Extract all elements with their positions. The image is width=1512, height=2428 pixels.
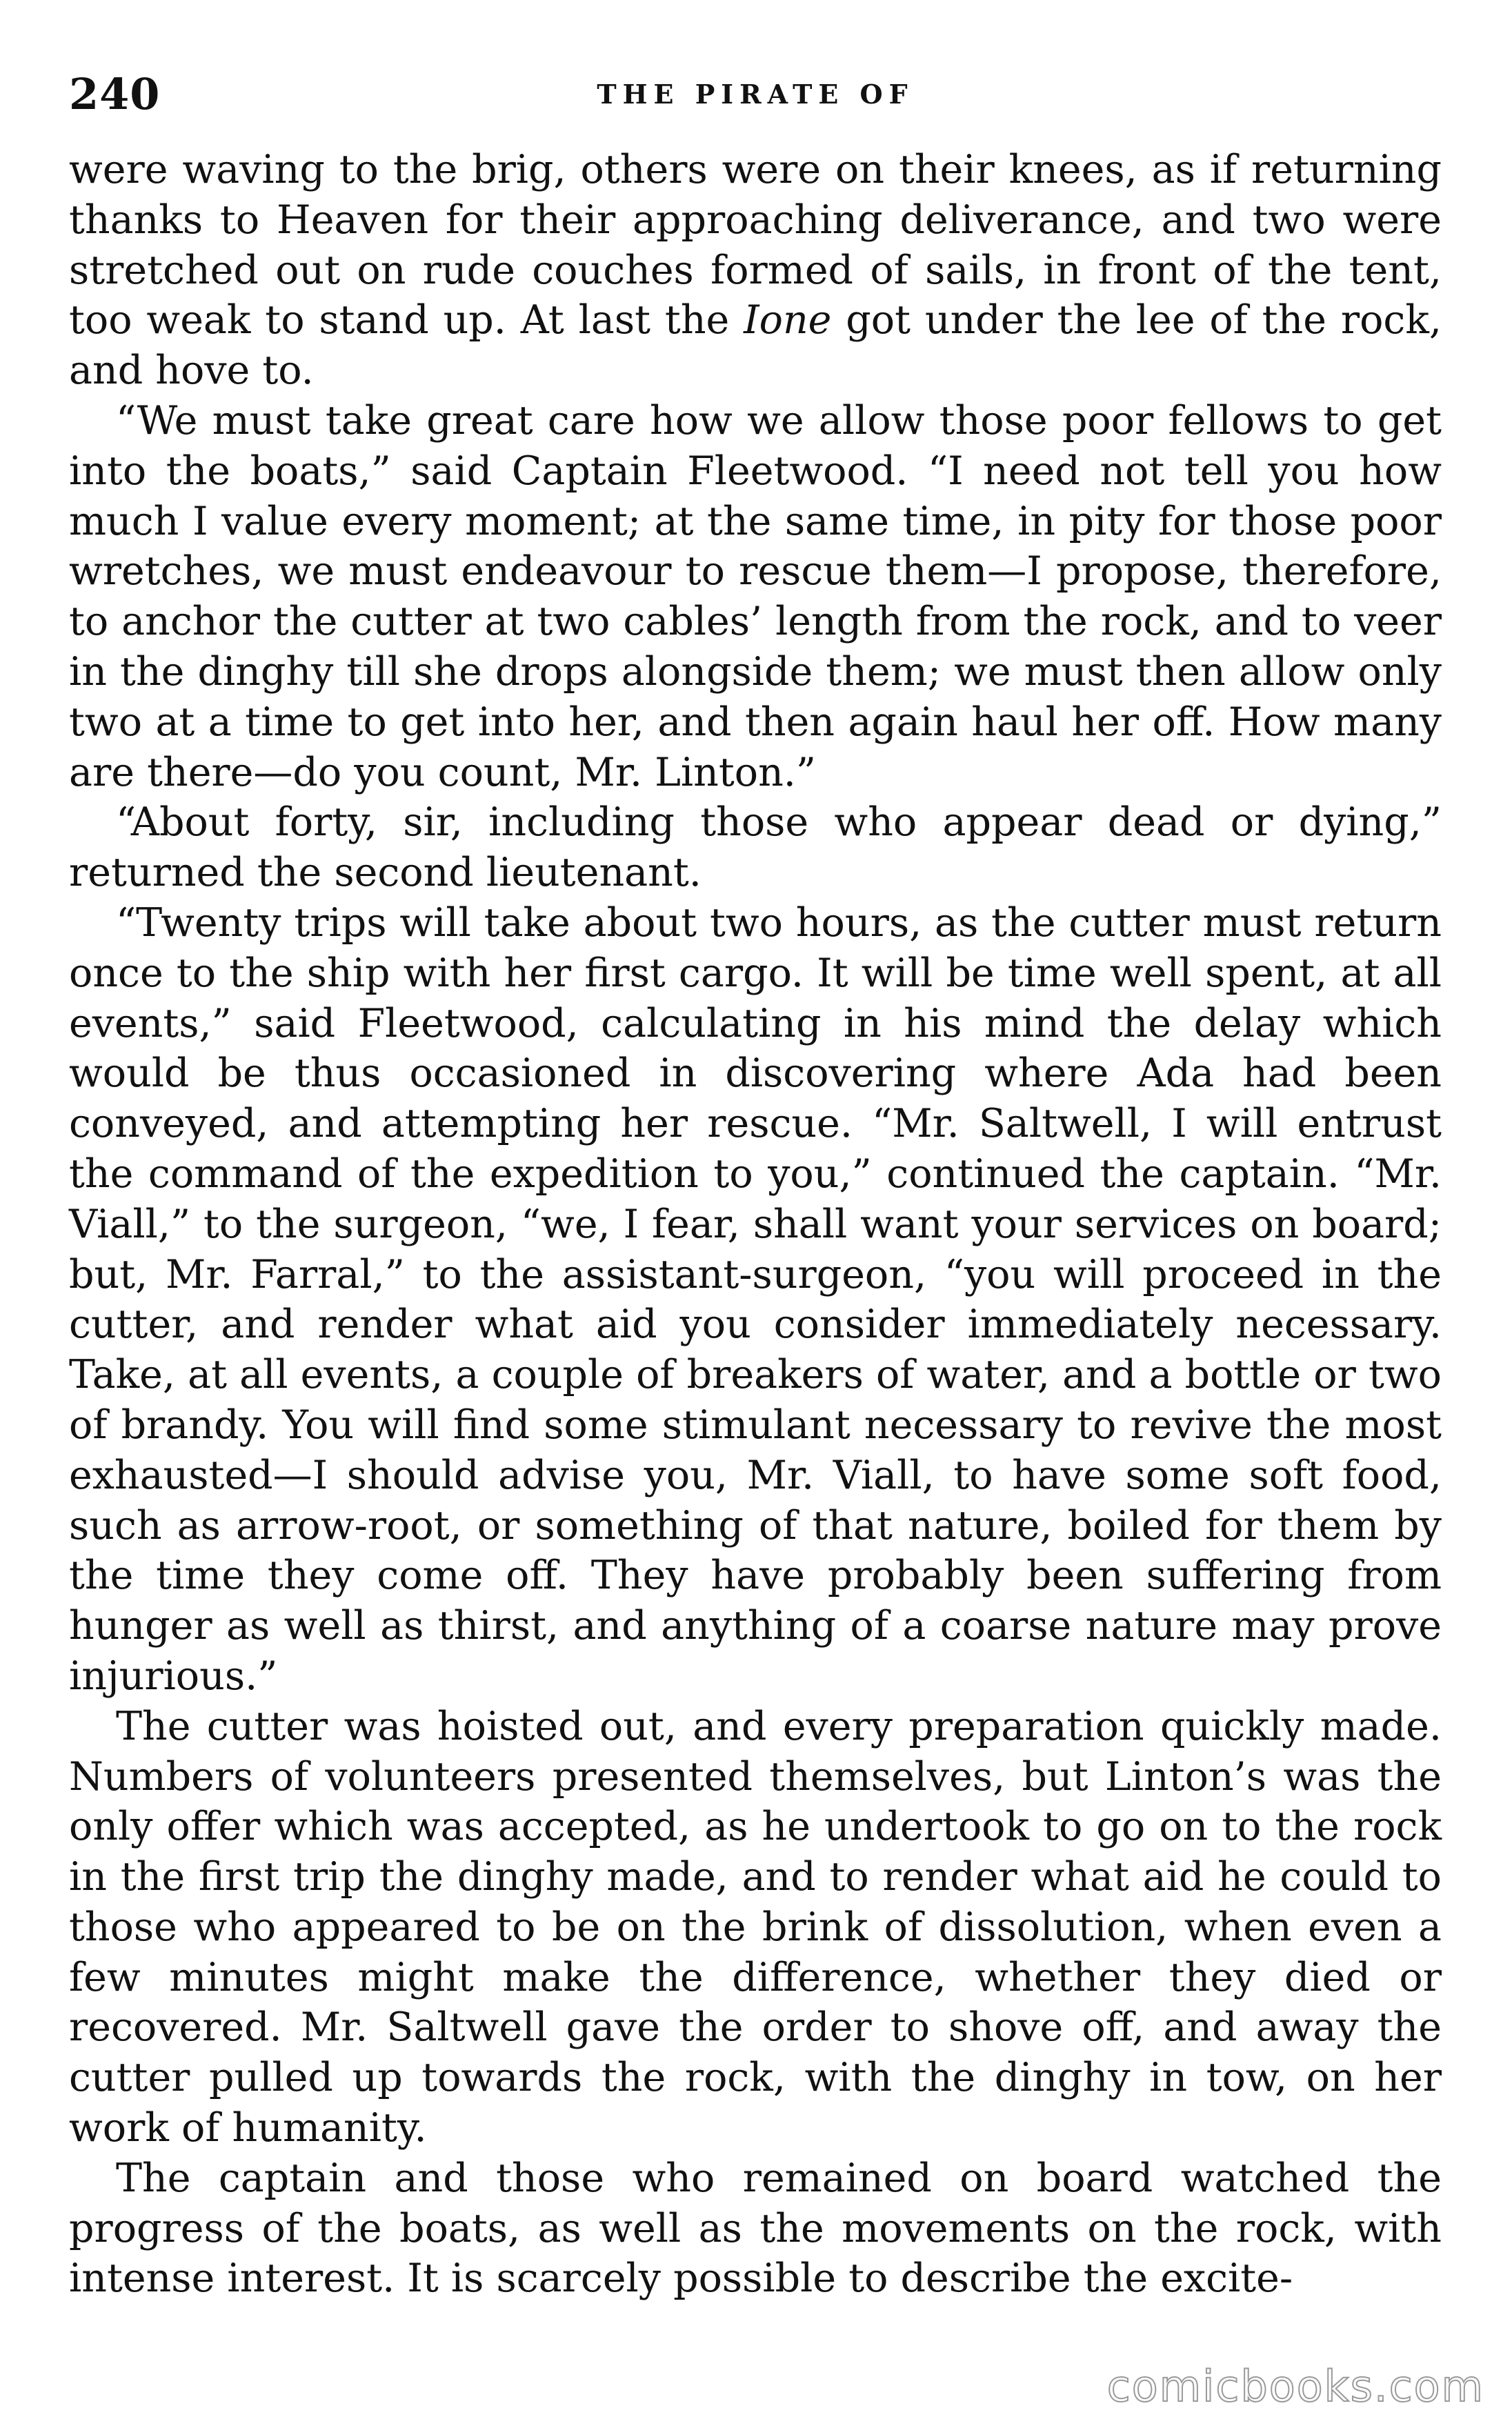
paragraph-1 [69, 145, 1442, 396]
running-head: THE PIRATE OF [597, 79, 914, 110]
paragraph-3: “About forty, sir, including those who appear dead or dying,” returned the second lieutenant. [69, 799, 1442, 896]
paragraph-2: “We must take great care how we allow those poor fellows to get into the boats,” said Captain Fleetwood. “I need not tell you how much I value every moment; at the same time, in pity for those poor wretches, we must endeavour to rescue them—I propose, therefore, to anchor the cutter at two cables’ length from the rock, and to veer in the dinghy till she drops alongside them; we must then allow only two at a time to get into her, and then again haul her off. How many are there—do you count, Mr. Linton.” [69, 397, 1442, 795]
watermark: comicbooks.com [1106, 2361, 1484, 2411]
page-header [69, 55, 1442, 145]
paragraph-1-text-before: were waving to the brig, others were on their knees, as if returning thanks to Heaven for their approaching deliverance, and two were stretched out on rude couches formed of sails, in front of the tent, too weak to stand up. At last the [69, 147, 1442, 344]
book-page [69, 55, 1442, 2387]
ship-name: Ione [744, 297, 832, 344]
paragraph-5: The cutter was hoisted out, and every preparation quickly made. Numbers of volunteers presented themselves, but Linton’s was the only offer which was accepted, as he undertook to go on to the rock in the first trip the dinghy made, and to render what aid he could to those who appeared to be on the brink of dissolution, when even a few minutes might make the difference, whether they died or recovered. Mr. Saltwell gave the order to shove off, and away the cutter pulled up towards the rock, with the dinghy in tow, on her work of humanity. [69, 1703, 1442, 2151]
paragraph-6: The captain and those who remained on board watched the progress of the boats, as well as the movements on the rock, with intense interest. It is scarcely possible to describe the excite- [69, 2155, 1442, 2302]
page-number: 240 [69, 69, 161, 119]
paragraph-4: “Twenty trips will take about two hours, as the cutter must return once to the ship with her first cargo. It will be time well spent, at all events,” said Fleetwood, calculating in his mind the delay which would be thus occasioned in discovering where Ada had been conveyed, and attempting her rescue. “Mr. Saltwell, I will entrust the command of the expedition to you,” continued the captain. “Mr. Viall,” to the surgeon, “we, I fear, shall want your services on board; but, Mr. Farral,” to the assistant-surgeon, “you will proceed in the cutter, and render what aid you consider immediately necessary. Take, at all events, a couple of breakers of water, and a bottle or two of brandy. You will find some stimulant necessary to revive the most exhausted—I should advise you, Mr. Viall, to have some soft food, such as arrow-root, or something of that nature, boiled for them by the time they come off. They have probably been suffering from hunger as well as thirst, and anything of a coarse nature may prove injurious.” [69, 899, 1442, 1699]
paragraph-1-text-after: got under the lee of the rock, and hove to. [69, 297, 1442, 394]
body-text [69, 145, 1442, 2304]
